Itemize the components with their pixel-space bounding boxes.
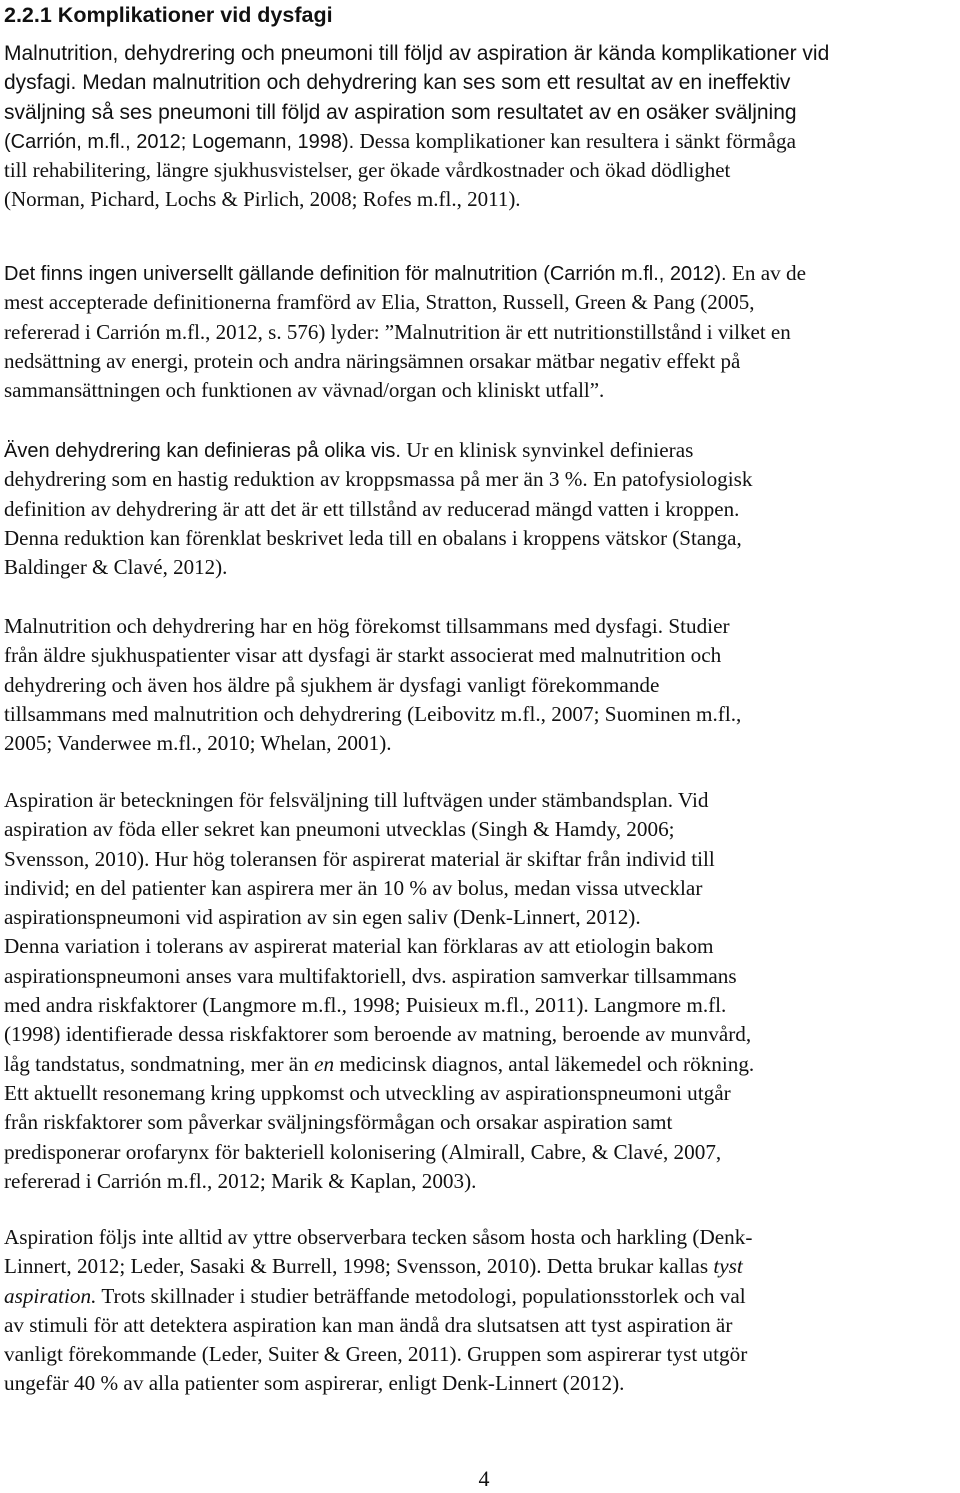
text-line: aspirationspneumoni anses vara multifaktoriell, dvs. aspiration samverkar tillsammans bbox=[4, 963, 737, 988]
text-line: från riskfaktorer som påverkar sväljningsförmågan och orsakar aspiration samt bbox=[4, 1110, 673, 1135]
text-run: Hur hög toleransen för aspirerat material är skiftar från individ till bbox=[149, 846, 715, 871]
text-line: tillsammans med malnutrition och dehydrering (Leibovitz m.fl., 2007; Suominen m.fl., bbox=[4, 701, 742, 726]
text-line: dysfagi. Medan malnutrition och dehydrering kan ses som ett resultat av en ineffektiv bbox=[4, 71, 791, 95]
text-line: (Norman, Pichard, Lochs & Pirlich, 2008; Rofes m.fl., 2011). bbox=[4, 187, 521, 212]
paragraph-silent-aspiration bbox=[4, 1223, 960, 1399]
italic-text-run: tyst bbox=[713, 1254, 743, 1279]
text-run: Trots skillnader i studier beträffande metodologi, populationsstorlek och val bbox=[96, 1283, 746, 1308]
text-run: (Carrión, m.fl., 2012; Logemann, 1998). bbox=[4, 130, 355, 153]
text-line: sväljning så ses pneumoni till följd av aspiration som resultatet av en osäker sväljning bbox=[4, 100, 797, 124]
text-line: mest accepterade definitionerna framförd av Elia, Stratton, Russell, Green & Pang (2005, bbox=[4, 290, 755, 315]
text-run: Linnert, 2012; Leder, Sasaki & Burrell, 1998; Svensson, 2010). Detta brukar kallas bbox=[4, 1254, 714, 1279]
text-line: individ; en del patienter kan aspirera mer än 10 % av bolus, medan vissa utvecklar bbox=[4, 875, 703, 900]
text-run: Det finns ingen universellt gällande definition för malnutrition (Carrión m.fl., 2012). bbox=[4, 263, 727, 285]
text-line: refererad i Carrión m.fl., 2012; Marik & Kaplan, 2003). bbox=[4, 1168, 477, 1193]
text-line bbox=[4, 1282, 960, 1311]
text-line: Baldinger & Clavé, 2012). bbox=[4, 555, 228, 580]
text-line: refererad i Carrión m.fl., 2012, s. 576) lyder: ”Malnutrition är ett nutritionstillstånd i vilket en bbox=[4, 319, 791, 344]
text-line: aspiration av föda eller sekret kan pneumoni utvecklas (Singh & Hamdy, 2006; bbox=[4, 817, 675, 842]
text-line: Denna reduktion kan förenklat beskrivet leda till en obalans i kroppens vätskor (Stanga, bbox=[4, 525, 742, 550]
text-line: definition av dehydrering är att det är ett tillstånd av reducerad mängd vatten i kroppen. bbox=[4, 496, 740, 521]
text-line: dehydrering och även hos äldre på sjukhem är dysfagi vanligt förekommande bbox=[4, 672, 660, 697]
page-number: 4 bbox=[478, 1466, 490, 1491]
text-run: Ur en klinisk synvinkel definieras bbox=[400, 438, 694, 462]
text-line bbox=[4, 786, 960, 815]
text-line bbox=[4, 845, 960, 874]
text-line: predisponerar orofarynx för bakteriell kolonisering (Almirall, Cabre, & Clavé, 2007, bbox=[4, 1139, 722, 1164]
text-run: Även dehydrering kan definieras på olika vis. bbox=[4, 440, 401, 462]
paragraph-complications bbox=[4, 39, 960, 215]
text-run: En patofysiologisk bbox=[587, 467, 753, 492]
section-heading: 2.2.1 Komplikationer vid dysfagi bbox=[4, 3, 333, 27]
text-run: Dessa komplikationer kan resultera i sänkt förmåga bbox=[354, 128, 797, 153]
italic-text-run: aspiration. bbox=[4, 1283, 97, 1308]
text-line: Aspiration följs inte alltid av yttre observerbara tecken såsom hosta och harkling (Denk- bbox=[4, 1225, 753, 1249]
text-line: från äldre sjukhuspatienter visar att dysfagi är starkt associerat med malnutrition och bbox=[4, 643, 722, 668]
text-line bbox=[4, 1050, 960, 1079]
text-line: sammansättningen och funktionen av vävnad/organ och kliniskt utfall”. bbox=[4, 378, 605, 403]
paragraph-malnutrition-definition bbox=[4, 259, 960, 405]
paragraph-aspiration bbox=[4, 786, 960, 1196]
text-line bbox=[4, 127, 960, 156]
text-line bbox=[4, 1252, 960, 1281]
text-line: till rehabilitering, längre sjukhusvistelser, ger ökade vårdkostnader och ökad dödlighet bbox=[4, 158, 731, 183]
text-line bbox=[4, 612, 960, 641]
text-line: Ett aktuellt resonemang kring uppkomst och utveckling av aspirationspneumoni utgår bbox=[4, 1080, 731, 1105]
text-line: 2005; Vanderwee m.fl., 2010; Whelan, 2001). bbox=[4, 731, 392, 756]
text-run: Malnutrition och dehydrering har en hög förekomst tillsammans med dysfagi. bbox=[4, 614, 664, 638]
text-line bbox=[4, 259, 960, 288]
text-line: aspirationspneumoni vid aspiration av sin egen saliv (Denk-Linnert, 2012). bbox=[4, 905, 641, 930]
text-line: ungefär 40 % av alla patienter som aspirerar, enligt Denk-Linnert (2012). bbox=[4, 1371, 625, 1396]
paragraph-dehydration-definition bbox=[4, 436, 960, 582]
text-line: Denna variation i tolerans av aspirerat material kan förklaras av att etiologin bakom bbox=[4, 934, 714, 959]
text-line: av stimuli för att detektera aspiration kan man ändå dra slutsatsen att tyst aspiration är bbox=[4, 1312, 733, 1337]
text-run: Vid bbox=[673, 788, 709, 812]
text-run: låg tandstatus, sondmatning, mer än bbox=[4, 1051, 315, 1076]
text-line: nedsättning av energi, protein och andra näringsämnen orsakar mätbar negativ effekt på bbox=[4, 348, 741, 373]
paragraph-prevalence bbox=[4, 612, 960, 758]
text-line: Malnutrition, dehydrering och pneumoni till följd av aspiration är kända komplikationer vid bbox=[4, 42, 830, 65]
text-line: vanligt förekommande (Leder, Suiter & Green, 2011). Gruppen som aspirerar tyst utgör bbox=[4, 1342, 748, 1367]
text-run: Svensson, 2010). bbox=[4, 846, 150, 871]
italic-text-run: en bbox=[314, 1051, 335, 1076]
text-line bbox=[4, 465, 960, 494]
text-line: (1998) identifierade dessa riskfaktorer som beroende av matning, beroende av munvård, bbox=[4, 1022, 752, 1047]
text-line bbox=[4, 436, 960, 465]
text-run: Aspiration är beteckningen för felsväljning till luftvägen under stämbandsplan. bbox=[4, 788, 673, 812]
text-run: medicinsk diagnos, antal läkemedel och rökning. bbox=[334, 1051, 755, 1076]
text-run: dehydrering som en hastig reduktion av kroppsmassa på mer än 3 %. bbox=[4, 467, 588, 492]
text-run: En av de bbox=[726, 261, 807, 285]
text-run: Studier bbox=[663, 614, 730, 638]
text-line: med andra riskfaktorer (Langmore m.fl., 1998; Puisieux m.fl., 2011). Langmore m.fl. bbox=[4, 993, 727, 1018]
